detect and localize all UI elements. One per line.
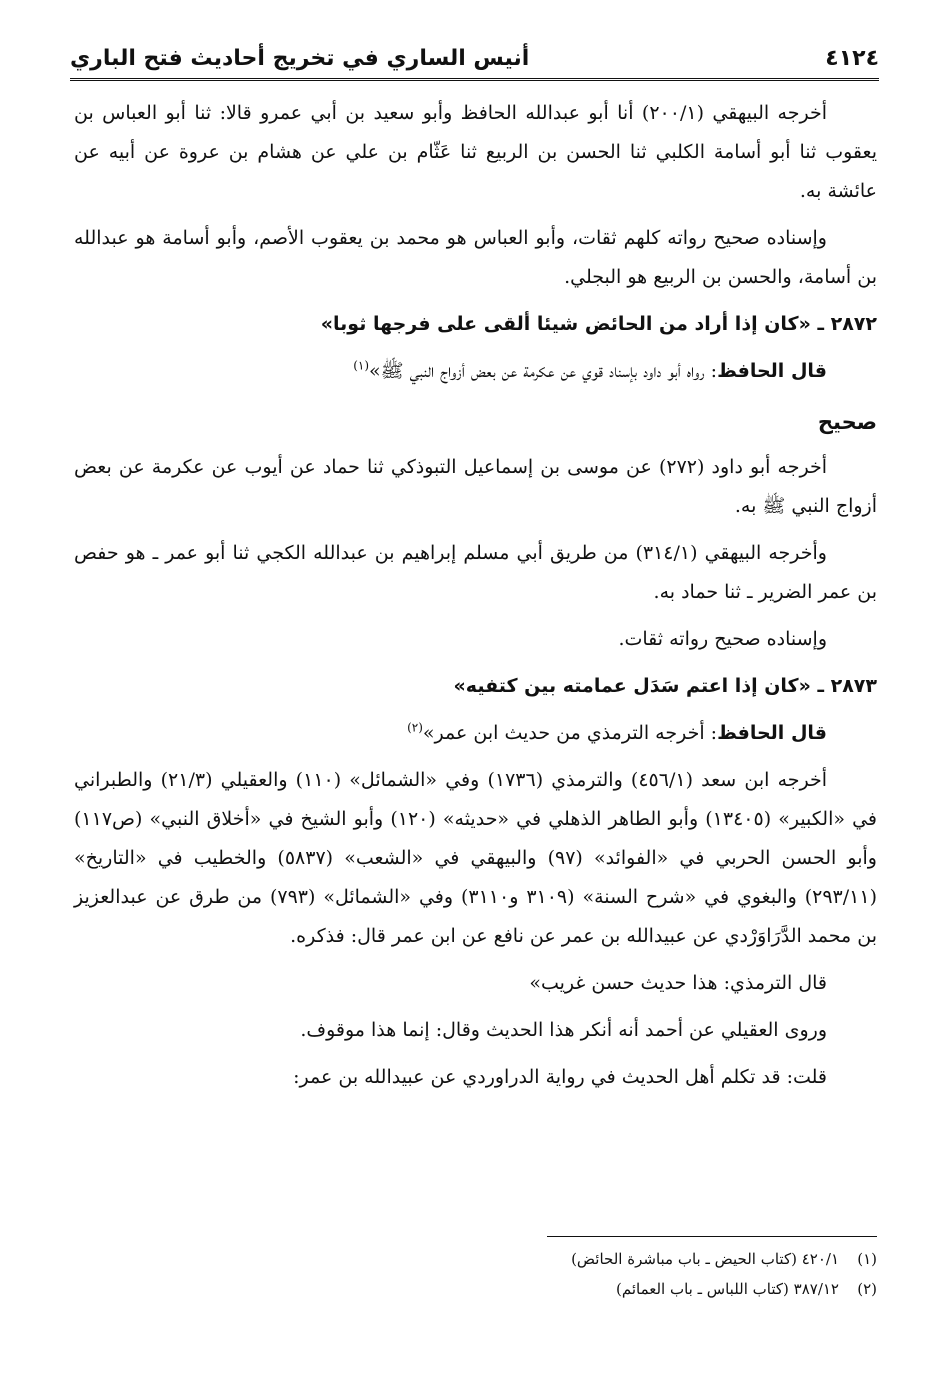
hadith-2872-verdict: صحيح	[817, 410, 877, 434]
paragraph-isnad-1: وإسناده صحيح رواته كلهم ثقات، وأبو العباس هو محمد بن يعقوب الأصم، وأبو أسامة هو عبدالله بن أسامة، والحسن بن الربيع هو البجلي.	[74, 227, 877, 288]
paragraph-isnad-2: وإسناده صحيح رواته ثقات.	[618, 628, 827, 650]
page-number: ٤١٢٤	[825, 46, 879, 71]
paragraph-bayhaqi-2: وأخرجه البيهقي (٣١٤/١) من طريق أبي مسلم إبراهيم بن عبدالله الكجي ثنا أبو عمر ـ هو حفص بن عمر الضرير ـ ثنا حماد به.	[74, 542, 877, 603]
paragraph-qultu: قلت: قد تكلم أهل الحديث في رواية الدراوردي عن عبيدالله بن عمر:	[293, 1066, 827, 1088]
footnote-text: ٤٢٠/١ (كتاب الحيض ـ باب مباشرة الحائض)	[571, 1250, 839, 1268]
page-body	[74, 94, 877, 1105]
paragraph-takhrij: أخرجه ابن سعد (٤٥٦/١) والترمذي (١٧٣٦) وفي «الشمائل» (١١٠) والعقيلي (٢١/٣) والطبراني في «الكبير» (١٣٤٠٥) وأبو الطاهر الذهلي في «حديثه» (١٢٠) وأبو الشيخ في «أخلاق النبي» (ص١١٧) وأبو الحسن الحربي في «الفوائد» (٩٧) والبيهقي في «الشعب» (٥٨٣٧) والخطيب في «التاريخ» (٢٩٣/١١) والبغوي في «شرح السنة» (٣١٠٩ و٣١١٠) وفي «الشمائل» (٧٩٣) من طرق عن عبدالعزيز بن محمد الدَّرَاوَرْدي عن عبيدالله بن عمر عن نافع عن ابن عمر قال: فذكره.	[74, 769, 878, 947]
footnote-text: ٣٨٧/١٢ (كتاب اللباس ـ باب العمائم)	[616, 1280, 839, 1298]
footnote-ref-2: (٢)	[407, 720, 423, 735]
footnote-rule	[547, 1236, 877, 1237]
footnotes	[74, 1244, 877, 1304]
paragraph-abu-dawud: أخرجه أبو داود (٢٧٢) عن موسى بن إسماعيل التبوذكي ثنا حماد عن أيوب عن عكرمة عن بعض أزواج النبي ﷺ به.	[74, 456, 877, 517]
hadith-2873-title: ٢٨٧٣ ـ «كان إذا اعتم سَدَل عمامته بين كتفيه»	[453, 675, 877, 697]
hadith-2872-hafiz	[74, 352, 877, 391]
hadith-2873-hafiz	[74, 714, 877, 753]
hafiz-label: قال الحافظ	[717, 722, 827, 744]
page-header	[70, 34, 879, 74]
running-title: أنيس الساري في تخريج أحاديث فتح الباري	[70, 46, 530, 71]
hafiz-text: : أخرجه الترمذي من حديث ابن عمر»	[422, 722, 718, 744]
footnote-item	[74, 1244, 877, 1274]
paragraph-tirmidhi: قال الترمذي: هذا حديث حسن غريب»	[529, 972, 827, 994]
header-rule	[70, 78, 879, 81]
footnote-item	[74, 1274, 877, 1304]
hafiz-label: قال الحافظ	[717, 360, 827, 382]
footnote-ref-1: (١)	[353, 358, 370, 373]
paragraph-bayhaqi-1: أخرجه البيهقي (٢٠٠/١) أنا أبو عبدالله الحافظ وأبو سعيد بن أبي عمرو قالا: ثنا أبو العباس بن يعقوب ثنا أبو أسامة الكلبي ثنا الحسن بن الربيع ثنا عَثّام بن علي عن هشام بن عروة عن أبيه عن عائشة به.	[74, 102, 877, 202]
footnote-number: (٢)	[857, 1280, 877, 1298]
footnote-number: (١)	[857, 1250, 877, 1268]
paragraph-uqayli: وروى العقيلي عن أحمد أنه أنكر هذا الحديث وقال: إنما هذا موقوف.	[300, 1019, 827, 1041]
hadith-2872-title: ٢٨٧٢ ـ «كان إذا أراد من الحائض شيئا ألقى على فرجها ثوبا»	[320, 313, 877, 335]
hafiz-text: : رواه أبو داود بإسناد قوي عن عكرمة عن بعض أزواج النبي ﷺ»	[369, 360, 718, 382]
